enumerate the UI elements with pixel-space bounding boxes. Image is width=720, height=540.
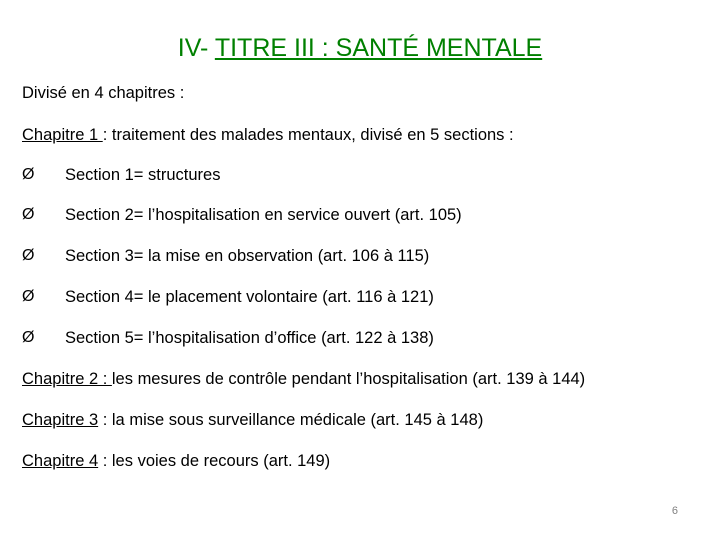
- arrow-bullet-icon: Ø: [22, 247, 35, 264]
- chapter-1-label: Chapitre 1: [22, 126, 103, 144]
- chapter-3-line: [22, 409, 483, 431]
- chapter-2-text: les mesures de contrôle pendant l’hospitalisation (art. 139 à 144): [111, 370, 586, 388]
- chapter-2-line: [22, 368, 585, 390]
- section-item: [22, 327, 582, 349]
- chapter-4-line: [22, 450, 330, 472]
- title-prefix: IV-: [177, 34, 215, 62]
- section-text: Section 1= structures: [65, 166, 221, 184]
- arrow-bullet-icon: Ø: [22, 329, 35, 346]
- section-text: Section 5= l’hospitalisation d’office (art. 122 à 138): [65, 329, 434, 347]
- section-item: [22, 164, 582, 186]
- title-underlined: TITRE III : SANTÉ MENTALE: [214, 34, 543, 62]
- section-text: Section 2= l’hospitalisation en service ouvert (art. 105): [65, 206, 462, 224]
- chapter-1-line: [22, 124, 514, 146]
- chapter-1-text: : traitement des malades mentaux, divisé en 5 sections :: [102, 126, 514, 144]
- intro-text: Divisé en 4 chapitres :: [22, 84, 185, 102]
- arrow-bullet-icon: Ø: [22, 206, 35, 223]
- section-item: [22, 204, 582, 226]
- section-text: Section 3= la mise en observation (art. 106 à 115): [65, 247, 430, 265]
- chapter-4-text: : les voies de recours (art. 149): [98, 452, 331, 470]
- chapter-3-text: : la mise sous surveillance médicale (art. 145 à 148): [98, 411, 484, 429]
- chapter-3-label: Chapitre 3: [22, 411, 99, 429]
- page-number: 6: [671, 505, 678, 517]
- slide-title: [0, 30, 720, 66]
- section-text: Section 4= le placement volontaire (art. 116 à 121): [65, 288, 434, 306]
- arrow-bullet-icon: Ø: [22, 166, 35, 183]
- arrow-bullet-icon: Ø: [22, 288, 35, 305]
- chapter-4-label: Chapitre 4: [22, 452, 99, 470]
- section-item: [22, 245, 582, 267]
- section-item: [22, 286, 582, 308]
- chapter-2-label: Chapitre 2 :: [22, 370, 112, 388]
